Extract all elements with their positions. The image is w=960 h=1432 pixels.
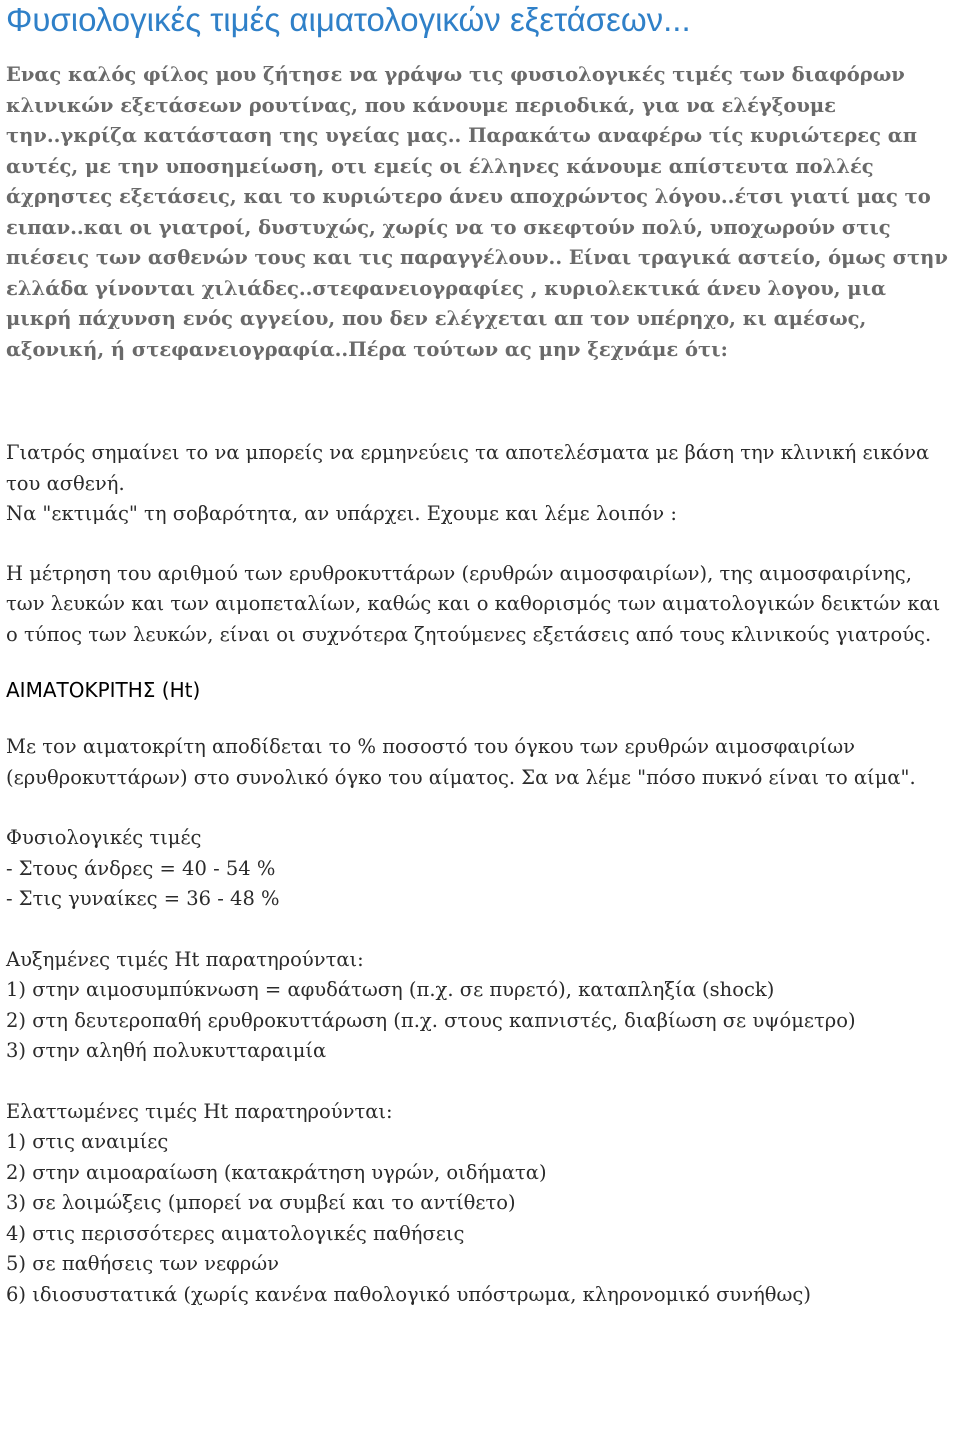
increased-values (6, 945, 956, 1067)
list-item: 3) στην αληθή πολυκυτταραιμία (6, 1039, 327, 1062)
list-item: 5) σε παθήσεις των νεφρών (6, 1252, 279, 1275)
list-item: 6) ιδιοσυστατικά (χωρίς κανένα παθολογικό υπόστρωμα, κληρονομικό συνήθως) (6, 1282, 811, 1306)
doctor-note-line-2: Να "εκτιμάς" τη σοβαρότητα, αν υπάρχει. Εχουμε και λέμε λοιπόν : (6, 502, 677, 525)
list-item: 1) στην αιμοσυμπύκνωση = αφυδάτωση (π.χ. σε πυρετό), καταπληξία (shock) (6, 978, 775, 1001)
decreased-values-heading: Ελαττωμένες τιμές Ht παρατηρούνται: (6, 1099, 393, 1123)
hematocrit-description-text: Με τον αιματοκρίτη αποδίδεται το % ποσοστό του όγκου των ερυθρών αιμοσφαιρίων (ερυθροκυττάρων) στο συνολικό όγκο του αίματος. Σα να λέμε "πόσο πυκνό είναι το αίμα". (6, 735, 916, 789)
intro-text: Ενας καλός φίλος μου ζήτησε να γράψω τις φυσιολογικές τιμές των διαφόρων κλινικών εξετάσεων ρουτίνας, που κάνουμε περιοδικά, για να ελέγξουμε την..γκρίζα κατάσταση της υγείας μας.. Παρακάτω αναφέρω τίς κυριώτερες απ αυτές, με την υποσημείωση, οτι εμείς οι έλληνες κάνουμε απίστευτα πολλές άχρηστες εξετάσεις, και το κυριώτερο άνευ αποχρώντος λόγου..έτσι γιατί μας το ειπαν..και οι γιατροί, δυστυχώς, χωρίς να το σκεφτούν πολύ, υποχωρούν στις πιέσεις των ασθενών τους και τις παραγγέλουν.. Είναι τραγικά αστείο, όμως στην ελλάδα γίνονται χιλιάδες..στεφανειογραφίες , κυριολεκτικά άνευ λογου, μια μικρή πάχυνση ενός αγγείου, που δεν ελέγχεται απ τον υπέρηχο, κι αμέσως, αξονική, ή στεφανειογραφία..Πέρα τούτων ας μην ξεχνάμε ότι: (6, 63, 948, 361)
section-heading-hematocrit: ΑΙΜΑΤΟΚΡΙΤΗΣ (Ht) (6, 678, 201, 702)
doctor-note-line-1: Γιατρός σημαίνει το να μπορείς να ερμηνεύεις τα αποτελέσματα με βάση την κλινική εικόνα του ασθενή. (6, 441, 930, 495)
list-item: 4) στις περισσότερες αιματολογικές παθήσεις (6, 1221, 465, 1245)
list-item: 3) σε λοιμώξεις (μπορεί να συμβεί και το αντίθετο) (6, 1191, 516, 1214)
list-item: 2) στη δευτεροπαθή ερυθροκυττάρωση (π.χ. στους καπνιστές, διαβίωση σε υψόμετρο) (6, 1008, 856, 1032)
decreased-values (6, 1097, 956, 1311)
measurement-text: Η μέτρηση του αριθμού των ερυθροκυττάρων (ερυθρών αιμοσφαιρίων), της αιμοσφαιρίνης, των λευκών και των αιμοπεταλίων, καθώς και ο καθορισμός των αιματολογικών δεικτών και ο τύπος των λευκών, είναι οι συχνότερα ζητούμενες εξετάσεις από τους κλινικούς γιατρούς. (6, 561, 941, 646)
normal-values (6, 823, 956, 915)
normal-values-men: - Στους άνδρες = 40 - 54 % (6, 856, 276, 880)
page-title: Φυσιολογικές τιμές αιματολογικών εξετάσεων... (6, 1, 691, 38)
normal-values-heading: Φυσιολογικές τιμές (6, 826, 202, 849)
intro-paragraph (6, 60, 956, 365)
increased-values-heading: Αυξημένες τιμές Ht παρατηρούνται: (6, 947, 364, 971)
list-item: 2) στην αιμοαραίωση (κατακράτηση υγρών, οιδήματα) (6, 1160, 547, 1184)
document-page (6, 0, 956, 1310)
measurement-paragraph (6, 559, 956, 651)
hematocrit-description (6, 732, 956, 793)
list-item: 1) στις αναιμίες (6, 1130, 169, 1153)
doctor-note (6, 438, 956, 530)
normal-values-women: - Στις γυναίκες = 36 - 48 % (6, 887, 280, 910)
